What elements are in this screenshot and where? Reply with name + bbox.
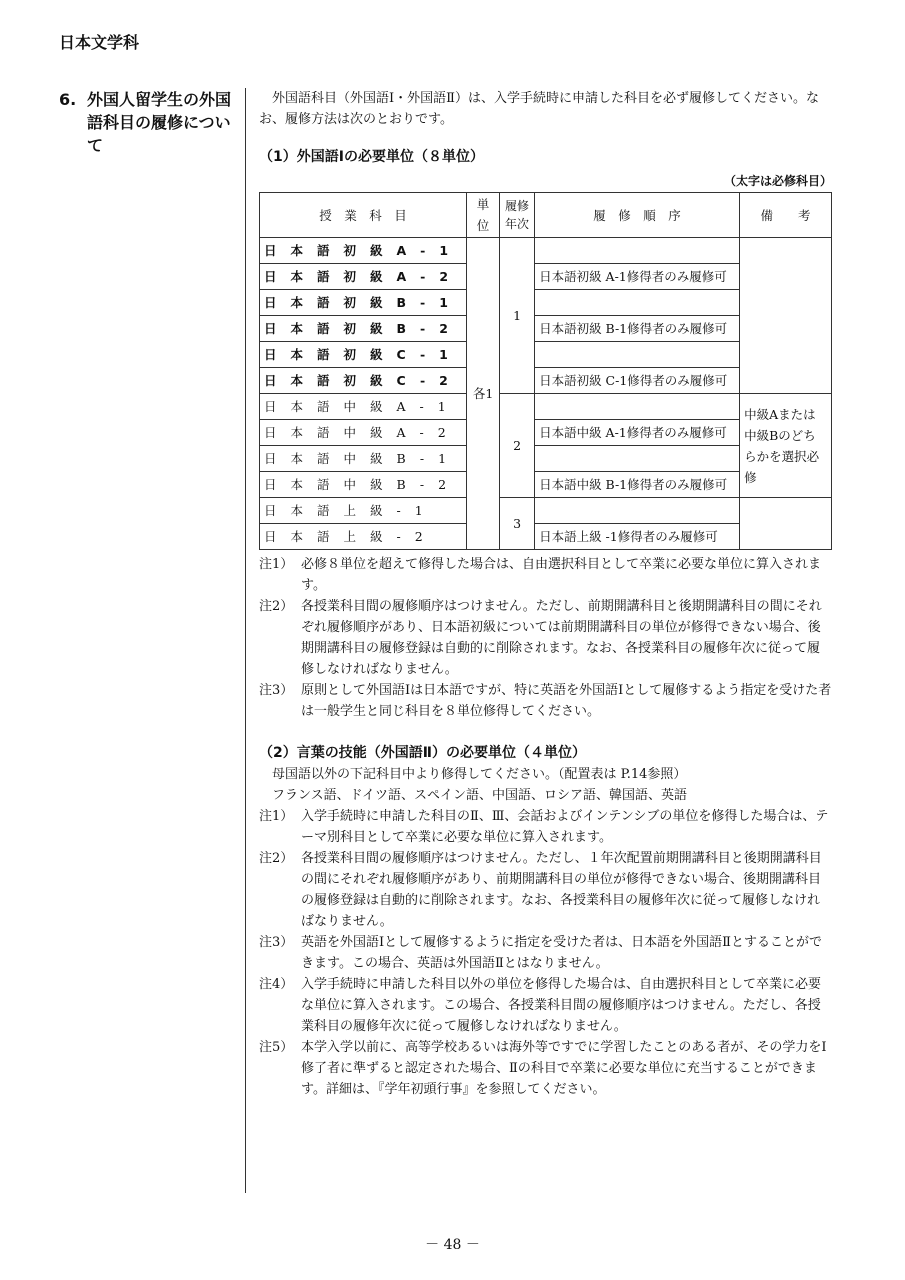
subject-cell: 日本語中級A-2 <box>260 420 467 446</box>
subject-cell: 日本語初級C-2 <box>260 368 467 394</box>
col-subject: 授 業 科 目 <box>260 193 467 238</box>
subject-cell: 日本語上級-2 <box>260 524 467 550</box>
year-cell: 1 <box>500 238 535 394</box>
order-cell: 日本語中級 A-1修得者のみ履修可 <box>535 420 740 446</box>
subject-cell: 日本語初級A-2 <box>260 264 467 290</box>
subject-cell: 日本語上級-1 <box>260 498 467 524</box>
note-label: 注1） <box>259 809 294 824</box>
order-cell: 日本語初級 B-1修得者のみ履修可 <box>535 316 740 342</box>
order-cell: 日本語初級 A-1修得者のみ履修可 <box>535 264 740 290</box>
note-label: 注3） <box>259 683 294 698</box>
note-item <box>259 806 832 848</box>
note-label: 注3） <box>259 935 294 950</box>
part2-languages: フランス語、ドイツ語、スペイン語、中国語、ロシア語、韓国語、英語 <box>272 788 687 803</box>
order-cell: 日本語初級 C-1修得者のみ履修可 <box>535 368 740 394</box>
bold-note: （太字は必修科目） <box>723 174 832 188</box>
subject-cell: 日本語初級A-1 <box>260 238 467 264</box>
note-text: 英語を外国語Ⅰとして履修するように指定を受けた者は、日本語を外国語Ⅱとすることができます。この場合、英語は外国語Ⅱとはなりません。 <box>301 935 822 971</box>
note-label: 注5） <box>259 1040 294 1055</box>
note-label: 注2） <box>259 599 294 614</box>
order-cell <box>535 446 740 472</box>
col-remarks: 備 考 <box>740 193 832 238</box>
section-title-text: 外国人留学生の外国語科目の履修について <box>87 90 232 155</box>
intro-paragraph: 外国語科目（外国語Ⅰ・外国語Ⅱ）は、入学手続時に申請した科目を必ず履修してください。なお、履修方法は次のとおりです。 <box>259 91 819 127</box>
note-label: 注2） <box>259 851 294 866</box>
remarks-cell-beginner <box>740 238 832 394</box>
table-row <box>260 498 832 524</box>
col-year-label: 履修年次 <box>505 199 530 231</box>
col-order: 履 修 順 序 <box>535 193 740 238</box>
note-text: 入学手続時に申請した科目のⅡ、Ⅲ、会話およびインテンシブの単位を修得した場合は、テーマ別科目として卒業に必要な単位に算入されます。 <box>301 809 829 845</box>
order-cell <box>535 290 740 316</box>
note-text: 原則として外国語Ⅰは日本語ですが、特に英語を外国語Ⅰとして履修するよう指定を受けた者は一般学生と同じ科目を８単位修得してください。 <box>301 683 832 719</box>
subject-cell: 日本語初級C-1 <box>260 342 467 368</box>
department-header: 日本文学科 <box>59 33 140 52</box>
remarks-cell-intermediate: 中級Aまたは中級Bのどちらかを選択必修 <box>740 394 832 498</box>
subject-cell: 日本語中級B-2 <box>260 472 467 498</box>
subject-cell: 日本語初級B-1 <box>260 290 467 316</box>
part2-notes <box>259 806 832 1100</box>
note-item <box>259 974 832 1037</box>
note-item <box>259 680 832 722</box>
section-number: 6. <box>59 90 77 109</box>
remarks-cell-advanced <box>740 498 832 550</box>
credits-cell: 各1 <box>467 238 500 550</box>
table-header-row <box>260 193 832 238</box>
page-number: － 48 － <box>425 1237 480 1253</box>
subject-cell: 日本語初級B-2 <box>260 316 467 342</box>
vertical-divider <box>245 88 246 1193</box>
note-label: 注1） <box>259 557 294 572</box>
note-text: 各授業科目間の履修順序はつけません。ただし、１年次配置前期開講科目と後期開講科目の間にそれぞれ履修順序があり、前期開講科目の単位が修得できない場合、後期開講科目の履修登録は自動的に削除されます。なお、各授業科目の履修年次に従って履修しなければなりません。 <box>301 851 822 929</box>
requirements-table <box>259 192 832 550</box>
note-label: 注4） <box>259 977 294 992</box>
year-cell: 3 <box>500 498 535 550</box>
note-item <box>259 932 832 974</box>
note-item <box>259 596 832 680</box>
col-year <box>500 193 535 238</box>
col-credits: 単位 <box>467 193 500 238</box>
main-content <box>259 88 832 1100</box>
table-row <box>260 394 832 420</box>
order-cell <box>535 394 740 420</box>
note-text: 入学手続時に申請した科目以外の単位を修得した場合は、自由選択科目として卒業に必要な単位に算入されます。この場合、各授業科目間の履修順序はつけません。ただし、各授業科目の履修年次に従って履修しなければなりません。 <box>301 977 822 1034</box>
note-item <box>259 848 832 932</box>
part1-heading: （1）外国語Ⅰの必要単位（８単位） <box>259 149 484 165</box>
order-cell <box>535 342 740 368</box>
order-cell: 日本語上級 -1修得者のみ履修可 <box>535 524 740 550</box>
part1-notes <box>259 554 832 722</box>
part2-line1: 母国語以外の下記科目中より修得してください。（配置表は P.14参照） <box>272 767 687 782</box>
note-item <box>259 1037 832 1100</box>
note-text: 各授業科目間の履修順序はつけません。ただし、前期開講科目と後期開講科目の間にそれぞれ履修順序があり、日本語初級については前期開講科目の単位が修得できない場合、後期開講科目の履修登録は自動的に削除されます。なお、各授業科目の履修年次に従って履修しなければなりません。 <box>301 599 822 677</box>
order-cell: 日本語中級 B-1修得者のみ履修可 <box>535 472 740 498</box>
year-cell: 2 <box>500 394 535 498</box>
note-text: 必修８単位を超えて修得した場合は、自由選択科目として卒業に必要な単位に算入されます。 <box>301 557 822 593</box>
subject-cell: 日本語中級B-1 <box>260 446 467 472</box>
note-text: 本学入学以前に、高等学校あるいは海外等ですでに学習したことのある者が、その学力をⅠ修了者に準ずると認定された場合、Ⅱの科目で卒業に必要な単位に充当することができます。詳細は、『学年初頭行事』を参照してください。 <box>301 1040 827 1097</box>
order-cell <box>535 238 740 264</box>
note-item <box>259 554 832 596</box>
part2-heading: （2）言葉の技能（外国語Ⅱ）の必要単位（４単位） <box>259 745 586 761</box>
table-row <box>260 238 832 264</box>
subject-cell: 日本語中級A-1 <box>260 394 467 420</box>
order-cell <box>535 498 740 524</box>
